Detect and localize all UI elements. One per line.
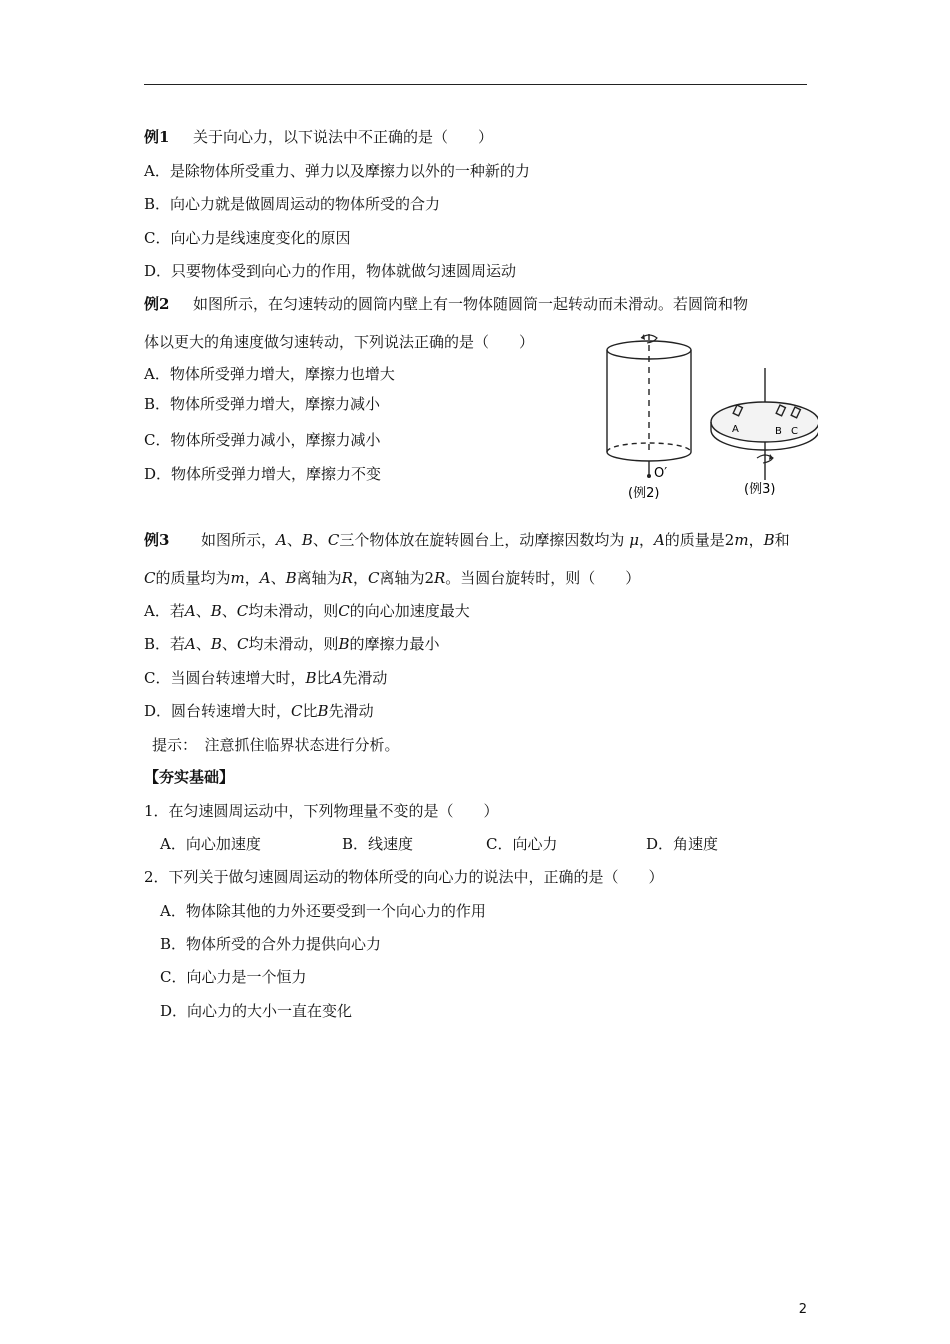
ex3-b-8: 的摩擦力最小 [349, 635, 440, 653]
ex3-c-3: A [331, 669, 343, 687]
turntable-figure [711, 368, 818, 480]
ex3-s1-11: m [734, 531, 749, 549]
ex3-b-2: 、 [195, 635, 211, 653]
ex3-b-5: C [236, 635, 249, 653]
ex3-a-2: 、 [195, 602, 211, 620]
ex3-c-1: B [305, 669, 317, 687]
example-2-option-a: A．物体所受弹力增大，摩擦力也增大 [144, 365, 395, 383]
ex3-d-4: 先滑动 [328, 702, 374, 720]
q2-option-d: D．向心力的大小一直在变化 [160, 1002, 353, 1020]
page-number: 2 [798, 1302, 807, 1317]
ex3-s1-12: ， [748, 531, 764, 549]
fig2-caption: (例2) [628, 486, 660, 501]
ex3-s1-1: A [276, 531, 287, 549]
ex3-s2-3: ， [244, 569, 260, 587]
ex3-b-6: 均未滑动，则 [248, 635, 339, 653]
example-2-stem-text1: 如图所示，在匀速转动的圆筒内壁上有一物体随圆筒一起转动而未滑动。若圆筒和物 [193, 295, 749, 313]
fig3-label-a: A [732, 424, 739, 435]
ex3-s2-13: 。当圆台旋转时，则（ ） [445, 569, 641, 587]
q1-option-d: D．角速度 [646, 835, 719, 853]
ex3-s1-9: A [653, 531, 665, 549]
q2-option-c: C．向心力是一个恒力 [160, 968, 307, 986]
ex3-a-6: 均未滑动，则 [248, 602, 339, 620]
ex3-s2-1: 的质量均为 [155, 569, 231, 587]
ex3-s2-9: ， [352, 569, 368, 587]
ex3-s2-0: C [144, 569, 156, 587]
figures-image [598, 330, 818, 506]
fig3-caption: (例3) [744, 482, 776, 497]
ex3-a-4: 、 [221, 602, 237, 620]
ex3-s1-0: 如图所示， [201, 531, 277, 549]
ex3-a-0: A．若 [144, 602, 185, 620]
ex3-s2-7: 离轴为 [296, 569, 342, 587]
header-rule [144, 84, 807, 85]
example-1-option-c: C．向心力是线速度变化的原因 [144, 229, 351, 247]
ex3-d-0: D．圆台转速增大时， [144, 702, 292, 720]
ex3-s1-8: ， [638, 531, 654, 549]
example-3-stem-line2 [144, 568, 640, 588]
example-2-option-c: C．物体所受弹力减小，摩擦力减小 [144, 431, 381, 449]
fig2-axis-label: O′ [654, 466, 668, 481]
ex3-a-7: C [338, 602, 350, 620]
example-1-option-b: B．向心力就是做圆周运动的物体所受的合力 [144, 195, 441, 213]
example-3-label: 例3 [144, 531, 170, 549]
ex3-a-5: C [236, 602, 249, 620]
fig3-label-c: C [791, 426, 798, 437]
ex3-c-0: C．当圆台转速增大时， [144, 669, 306, 687]
example-1-label: 例1 [144, 128, 170, 146]
example-3-option-b [144, 634, 439, 654]
ex3-c-4: 先滑动 [342, 669, 388, 687]
section-title: 【夯实基础】 [144, 768, 235, 786]
ex3-s1-5: C [327, 531, 340, 549]
ex3-d-2: 比 [302, 702, 318, 720]
ex3-s1-6: 三个物体放在旋转圆台上，动摩擦因数均为 [339, 531, 630, 549]
q1-option-b: B．线速度 [342, 835, 414, 853]
ex3-a-3: B [210, 602, 222, 620]
ex3-s1-3: B [301, 531, 313, 549]
example-3-hint: 提示： 注意抓住临界状态进行分析。 [152, 736, 400, 754]
q1-stem: 1．在匀速圆周运动中，下列物理量不变的是（ ） [144, 802, 499, 820]
example-2-label: 例2 [144, 295, 170, 313]
ex3-b-7: B [338, 635, 350, 653]
ex3-s1-7: μ [629, 531, 639, 549]
ex3-s1-2: 、 [286, 531, 302, 549]
q2-option-b: B．物体所受的合外力提供向心力 [160, 935, 382, 953]
ex3-s2-10: C [367, 569, 380, 587]
ex3-c-2: 比 [316, 669, 332, 687]
example-2-stem-line2: 体以更大的角速度做匀速转动，下列说法正确的是（ ） [144, 333, 535, 351]
ex3-s1-13: B [763, 531, 775, 549]
example-2-stem-line1 [144, 294, 748, 314]
ex3-a-1: A [184, 602, 196, 620]
ex3-d-3: B [317, 702, 329, 720]
q2-stem: 2．下列关于做匀速圆周运动的物体所受的向心力的说法中，正确的是（ ） [144, 868, 664, 886]
ex3-s2-11: 离轴为2 [379, 569, 434, 587]
ex3-s1-10: 的质量是2 [664, 531, 735, 549]
q2-option-a: A．物体除其他的力外还要受到一个向心力的作用 [160, 902, 486, 920]
ex3-b-0: B．若 [144, 635, 186, 653]
example-1-option-a: A．是除物体所受重力、弹力以及摩擦力以外的一种新的力 [144, 162, 530, 180]
fig3-label-b: B [775, 426, 782, 437]
ex3-b-4: 、 [221, 635, 237, 653]
ex3-s2-8: R [341, 569, 353, 587]
example-3-option-d [144, 701, 374, 721]
ex3-s2-6: B [285, 569, 297, 587]
ex3-s2-5: 、 [270, 569, 286, 587]
ex3-d-1: C [291, 702, 303, 720]
example-3-option-a [144, 601, 470, 621]
ex3-s1-14: 和 [774, 531, 790, 549]
ex3-s2-2: m [230, 569, 245, 587]
example-3-stem-line1 [144, 530, 790, 550]
ex3-s2-4: A [259, 569, 271, 587]
ex3-s1-4: 、 [312, 531, 328, 549]
ex3-s2-12: R [434, 569, 446, 587]
q1-option-c: C．向心力 [486, 835, 558, 853]
example-1-option-d: D．只要物体受到向心力的作用，物体就做匀速圆周运动 [144, 262, 517, 280]
q1-option-a: A．向心加速度 [160, 835, 261, 853]
example-2-option-d: D．物体所受弹力增大，摩擦力不变 [144, 465, 382, 483]
ex3-b-3: B [210, 635, 222, 653]
example-1-stem [144, 127, 493, 147]
cylinder-figure [607, 334, 691, 476]
example-2-option-b: B．物体所受弹力增大，摩擦力减小 [144, 395, 381, 413]
example-1-question: 关于向心力，以下说法中不正确的是（ ） [193, 128, 494, 146]
axis-point [647, 474, 651, 478]
ex3-b-1: A [185, 635, 196, 653]
example-3-option-c [144, 668, 387, 688]
ex3-a-8: 的向心加速度最大 [349, 602, 470, 620]
